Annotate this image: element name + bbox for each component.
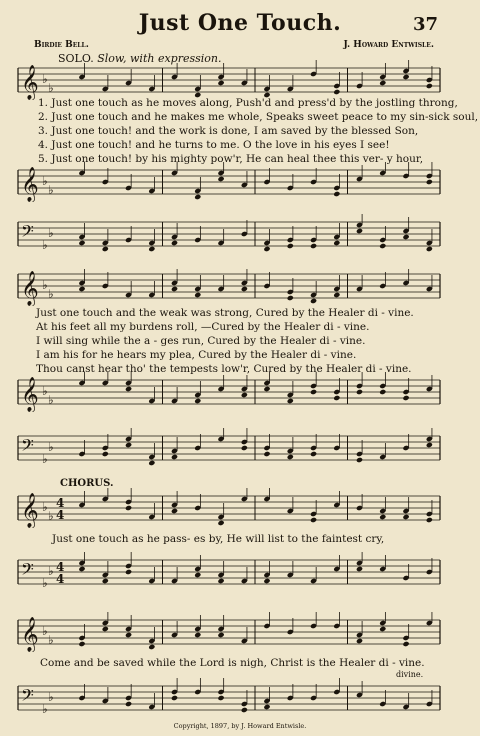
staff-treble-4	[0, 372, 480, 412]
svg-text:𝄢: 𝄢	[21, 685, 34, 709]
verse-line-4b: I am his for he hears my plea, Cured by the Healer di - vine.	[36, 349, 357, 361]
svg-text:♭: ♭	[48, 226, 54, 240]
verse-line-4a: 4. Just one touch! and he turns to me. O the love in his eyes I see!	[38, 139, 390, 151]
svg-text:♭: ♭	[42, 452, 48, 466]
svg-text:𝄢: 𝄢	[21, 435, 34, 459]
svg-text:𝄞: 𝄞	[21, 493, 39, 528]
svg-text:♭: ♭	[42, 72, 48, 86]
composer-credit: J. Howard Entwisle.	[343, 40, 434, 50]
solo-label: SOLO.	[58, 52, 94, 65]
staff-solo-3	[0, 266, 480, 306]
svg-text:♭: ♭	[48, 509, 54, 523]
verse-line-2b: At his feet all my burdens roll, —Cured by the Healer di - vine.	[36, 321, 370, 333]
svg-text:♭: ♭	[48, 564, 54, 578]
alt-ending-label: divine.	[396, 670, 424, 679]
svg-text:4: 4	[56, 560, 65, 574]
staff-chorus-bass-8	[0, 678, 480, 718]
svg-text:♭: ♭	[48, 633, 54, 647]
staff-bass-4	[0, 428, 480, 468]
svg-text:𝄢: 𝄢	[21, 559, 34, 583]
svg-text:♭: ♭	[42, 702, 48, 716]
verse-line-5a: 5. Just one touch! by his mighty pow'r, He can heal thee this ver- y hour,	[38, 153, 424, 165]
svg-text:♭: ♭	[48, 81, 54, 95]
svg-text:♭: ♭	[42, 576, 48, 590]
verse-line-1a: 1. Just one touch as he moves along, Push'd and press'd by the jostling throng,	[38, 97, 458, 109]
lyricist-credit: Birdie Bell.	[34, 40, 89, 50]
svg-text:𝄞: 𝄞	[21, 271, 39, 306]
svg-text:♭: ♭	[48, 440, 54, 454]
svg-text:♭: ♭	[42, 384, 48, 398]
verse-line-3a: 3. Just one touch! and the work is done, I am saved by the blessed Son,	[38, 125, 419, 137]
tempo-text: Slow, with expression.	[97, 52, 222, 65]
verse-line-2a: 2. Just one touch and he makes me whole, Speaks sweet peace to my sin-sick soul,	[38, 111, 479, 123]
verse-block-a	[38, 96, 478, 166]
svg-text:4: 4	[56, 508, 65, 522]
svg-text:𝄞: 𝄞	[21, 377, 39, 412]
verse-line-1b: Just one touch and the weak was strong, Cured by the Healer di - vine.	[36, 307, 414, 319]
verse-block-b	[36, 306, 414, 376]
svg-text:𝄞: 𝄞	[21, 167, 39, 202]
svg-text:♭: ♭	[42, 278, 48, 292]
svg-text:♭: ♭	[42, 624, 48, 638]
hymn-title: Just One Touch.	[138, 10, 342, 36]
svg-text:♭: ♭	[42, 500, 48, 514]
svg-text:𝄞: 𝄞	[21, 617, 39, 652]
svg-text:♭: ♭	[42, 174, 48, 188]
svg-text:♭: ♭	[48, 690, 54, 704]
svg-text:4: 4	[56, 496, 65, 510]
staff-bass-2	[0, 214, 480, 254]
staff-chorus-treble-7	[0, 612, 480, 652]
chorus-label: CHORUS.	[60, 478, 114, 489]
svg-text:𝄞: 𝄞	[21, 65, 39, 100]
copyright-notice: Copyright, 1897, by J. Howard Entwisle.	[173, 722, 307, 730]
staff-solo-1	[0, 60, 480, 100]
svg-text:𝄢: 𝄢	[21, 221, 34, 245]
chorus-line-2: Come and be saved while the Lord is nigh, Christ is the Healer di - vine.	[40, 657, 425, 669]
svg-text:♭: ♭	[48, 287, 54, 301]
staff-chorus-5	[0, 488, 480, 528]
chorus-line-1: Just one touch as he pass- es by, He will list to the faintest cry,	[52, 533, 385, 545]
verse-line-3b: I will sing while the a - ges run, Cured by the Healer di - vine.	[36, 335, 366, 347]
staff-chorus-bass-6	[0, 552, 480, 592]
svg-text:4: 4	[56, 572, 65, 586]
page-number: 37	[412, 14, 438, 35]
svg-text:♭: ♭	[42, 238, 48, 252]
svg-text:♭: ♭	[48, 393, 54, 407]
staff-treble-2	[0, 162, 480, 202]
svg-text:♭: ♭	[48, 183, 54, 197]
verse-line-5b: Thou canst hear tho' the tempests low'r, Cured by the Healer di - vine.	[36, 363, 412, 375]
